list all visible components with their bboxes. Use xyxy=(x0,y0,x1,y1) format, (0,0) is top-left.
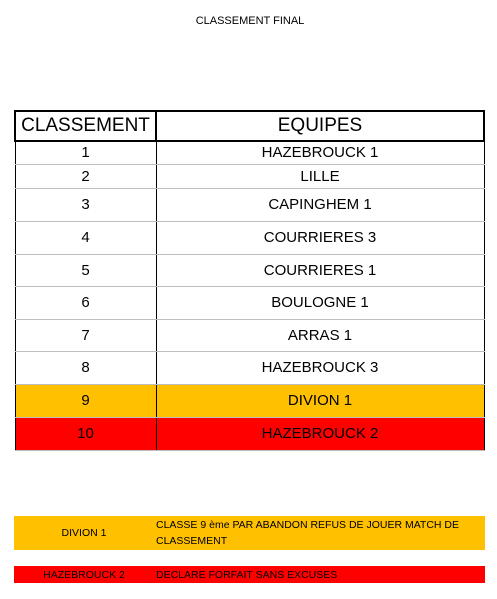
table-row xyxy=(15,164,484,188)
table-row xyxy=(15,254,484,286)
note-text: DECLARE FORFAIT SANS EXCUSES xyxy=(156,568,338,581)
table-row xyxy=(15,351,484,384)
rank-cell: 4 xyxy=(15,221,156,254)
header-classement: CLASSEMENT xyxy=(15,111,156,141)
table-row xyxy=(15,141,484,164)
rank-cell: 5 xyxy=(15,254,156,286)
rank-cell: 8 xyxy=(15,351,156,384)
note-team-label: HAZEBROUCK 2 xyxy=(43,568,125,581)
team-cell: LILLE xyxy=(156,164,484,188)
note-divion xyxy=(14,516,485,550)
ranking-table xyxy=(14,110,485,451)
note-text: CLASSE 9 ème PAR ABANDON REFUS DE JOUER MATCH DE CLASSEMENT xyxy=(156,519,460,547)
rank-cell: 1 xyxy=(15,141,156,164)
table-row-highlight-orange xyxy=(15,384,484,417)
team-cell: HAZEBROUCK 2 xyxy=(156,417,484,450)
table-header-row xyxy=(15,111,484,141)
note-team-label: DIVION 1 xyxy=(61,527,107,539)
header-equipes: EQUIPES xyxy=(156,111,484,141)
table-row xyxy=(15,188,484,221)
team-cell: DIVION 1 xyxy=(156,384,484,417)
rank-cell: 7 xyxy=(15,319,156,351)
team-cell: COURRIERES 1 xyxy=(156,254,484,286)
note-hazebrouck xyxy=(14,566,485,583)
table-row xyxy=(15,221,484,254)
rank-cell: 2 xyxy=(15,164,156,188)
rank-cell: 3 xyxy=(15,188,156,221)
team-cell: COURRIERES 3 xyxy=(156,221,484,254)
table-row xyxy=(15,319,484,351)
table-row-highlight-red xyxy=(15,417,484,450)
page-title: CLASSEMENT FINAL xyxy=(195,15,305,27)
team-cell: HAZEBROUCK 3 xyxy=(156,351,484,384)
team-cell: CAPINGHEM 1 xyxy=(156,188,484,221)
rank-cell: 10 xyxy=(15,417,156,450)
rank-cell: 9 xyxy=(15,384,156,417)
team-cell: ARRAS 1 xyxy=(156,319,484,351)
table-row xyxy=(15,286,484,319)
team-cell: BOULOGNE 1 xyxy=(156,286,484,319)
team-cell: HAZEBROUCK 1 xyxy=(156,141,484,164)
rank-cell: 6 xyxy=(15,286,156,319)
